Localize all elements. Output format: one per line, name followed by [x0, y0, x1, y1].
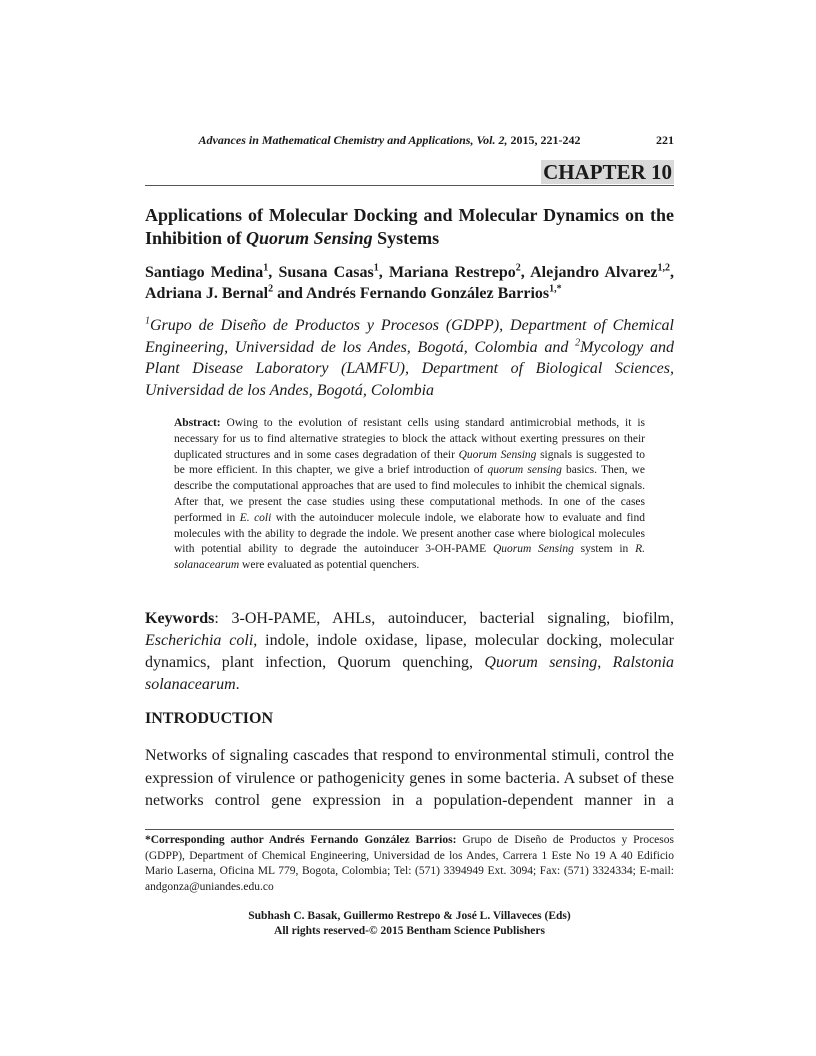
abstract-italic: Quorum Sensing — [492, 543, 574, 556]
title-text-end: Systems — [372, 228, 440, 248]
author-affiliation-marker: 2 — [515, 262, 521, 274]
author-affiliation-marker: 1 — [263, 262, 269, 274]
abstract-text: system in — [573, 543, 636, 556]
running-header — [145, 133, 674, 149]
chapter-label: CHAPTER 10 — [543, 160, 672, 184]
abstract-text: Owing to the evolution of resistant cells using standard antimicrobial methods, it is necessary for us to find alternative strategies to block the attack without exerting pressures on their duplicated structures and in some cases degradation of their — [174, 417, 645, 461]
author-affiliation-marker: 2 — [268, 283, 274, 295]
header-rule — [145, 185, 674, 186]
keywords-text: . — [235, 676, 240, 693]
footnote-rule — [145, 829, 674, 830]
author-separator: , — [670, 264, 675, 281]
footnote-label: *Corresponding author Andrés Fernando González Barrios: — [145, 834, 457, 846]
section-heading: INTRODUCTION — [145, 710, 274, 727]
author-affiliation-marker: 1,2 — [657, 262, 671, 274]
author-list — [145, 262, 674, 304]
introduction-paragraph: Networks of signaling cascades that respond to environmental stimuli, control the expression of virulence or pathogenicity genes in some bacteria. A subset of these networks control gene expression in a population-dependent manner in a — [145, 747, 674, 809]
abstract — [174, 416, 645, 574]
journal-years-pages: 2015, 221-242 — [507, 133, 581, 147]
abstract-italic: E. coli — [239, 511, 272, 524]
publisher-info — [145, 909, 674, 939]
abstract-italic: R. solanacearum — [174, 543, 645, 572]
journal-name: Advances in Mathematical Chemistry and Applications, Vol. 2, — [198, 133, 508, 147]
author-separator: , — [378, 264, 389, 281]
author-name: Mariana Restrepo — [388, 264, 516, 281]
journal-citation — [145, 133, 634, 148]
abstract-text: basics. Then, we describe the computational approaches that are used to find molecules to inhibit the chemical signals. After that, we present the case studies using these computational methods. In one of the cases performed in — [174, 464, 646, 524]
author-name: Santiago Medina — [145, 264, 264, 281]
author-name: Andrés Fernando González Barrios — [306, 285, 550, 302]
rights-line: All rights reserved-© 2015 Bentham Science Publishers — [274, 925, 545, 937]
corresponding-author-footnote — [145, 833, 674, 895]
author-separator: , — [268, 264, 279, 281]
abstract-text: signals is suggested to be more efficient. In this chapter, we give a brief introduction of — [174, 448, 645, 477]
abstract-italic: quorum sensing — [487, 464, 562, 477]
keywords-italic: Escherichia coli — [145, 632, 254, 649]
affiliation-2: Mycology and Plant Disease Laboratory (LAMFU), Department of Biological Sciences, Universidad de los Andes, Bogotá, Colombia — [145, 338, 675, 399]
keywords-text: , indole, indole oxidase, lipase, molecular docking, molecular dynamics, plant infection, Quorum quenching, — [145, 632, 674, 671]
abstract-text: with the autoinducer molecule indole, we elaborate how to evaluate and find molecules with the ability to degrade the indole. We present another case where biological molecules with potential ability to degrade the autoinducer 3-OH-PAME — [174, 511, 645, 556]
author-name: Susana Casas — [278, 264, 374, 281]
article-title — [145, 204, 674, 250]
author-name: Alejandro Alvarez — [530, 264, 658, 281]
title-italic: Quorum Sensing — [246, 228, 373, 248]
author-separator: and — [273, 285, 307, 302]
affiliations — [145, 315, 674, 401]
author-name: Adriana J. Bernal — [145, 285, 269, 302]
affiliation-1: Grupo de Diseño de Productos y Procesos (GDPP), Department of Chemical Engineering, Universidad de los Andes, Bogotá, Colombia and — [145, 317, 674, 356]
abstract-italic: Quorum Sensing — [458, 448, 537, 461]
affiliation-marker: 1 — [145, 315, 150, 327]
affiliation-marker: 2 — [575, 337, 581, 349]
author-separator: , — [520, 264, 531, 281]
abstract-label: Abstract: — [174, 417, 221, 429]
editors-line: Subhash C. Basak, Guillermo Restrepo & José L. Villaveces (Eds) — [248, 910, 571, 922]
keywords-italic: Ralstonia solanacearum — [145, 654, 675, 693]
author-affiliation-marker: 1,* — [549, 283, 562, 295]
keywords-text: , — [597, 654, 613, 671]
keywords-label: Keywords — [145, 610, 215, 627]
title-text: Applications of Molecular Docking and Molecular Dynamics on the Inhibition of — [145, 205, 674, 248]
keywords-italic: Quorum sensing — [484, 654, 598, 671]
keywords-text: : 3-OH-PAME, AHLs, autoinducer, bacterial signaling, biofilm, — [214, 610, 674, 627]
abstract-text: were evaluated as potential quenchers. — [239, 559, 420, 572]
keywords — [145, 608, 674, 696]
page-number: 221 — [656, 133, 674, 147]
footnote-text: Grupo de Diseño de Productos y Procesos (GDPP), Department of Chemical Engineering, Universidad de los Andes, Carrera 1 Este No 19 A 40 Edificio Mario Laserna, Oficina ML 779, Bogota, Colombia; Tel: (571) 3394949 Ext. 3094; Fax: (571) 3324334; E-mail: andgonza@uniandes.edu.co — [145, 834, 674, 893]
author-affiliation-marker: 1 — [373, 262, 379, 274]
